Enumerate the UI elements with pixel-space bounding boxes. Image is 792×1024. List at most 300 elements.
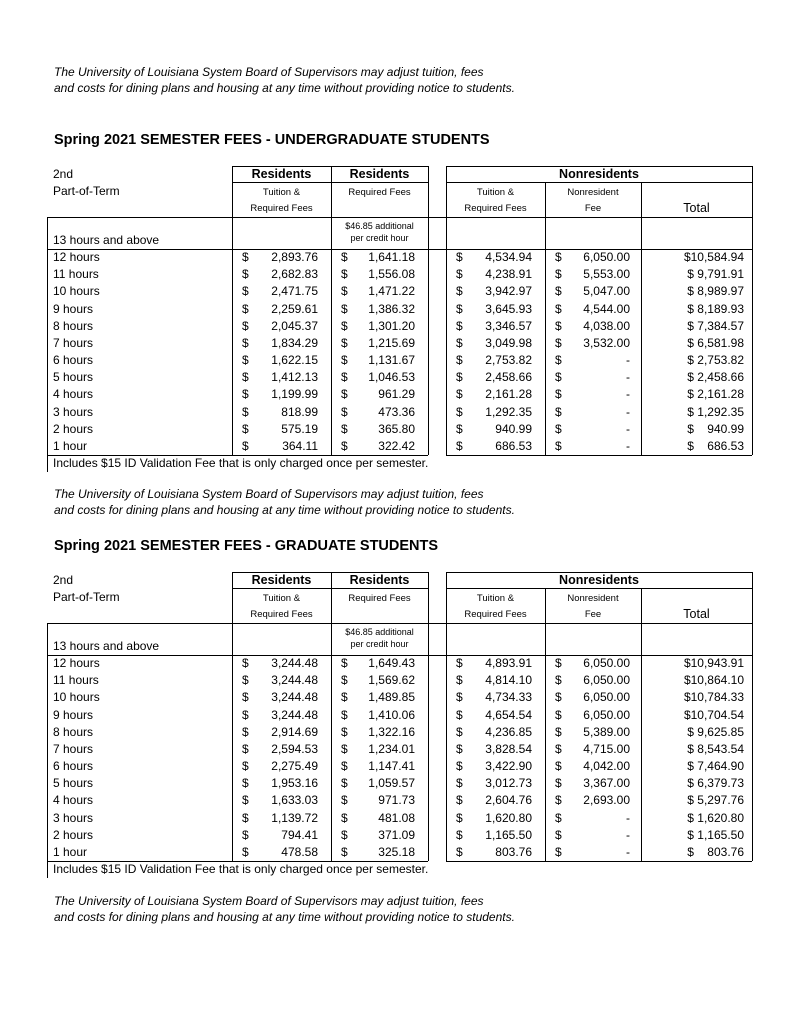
nonresident-fee-value: 6,050.00 <box>583 673 630 688</box>
dollar-sign: $ <box>341 776 348 791</box>
resident-fees-value: 1,301.20 <box>368 318 415 333</box>
resident-tuition-value: 2,682.83 <box>271 267 318 282</box>
dollar-sign: $ <box>555 438 562 453</box>
dollar-sign: $ <box>341 353 348 368</box>
grid-line <box>428 166 429 455</box>
grid-line <box>331 166 332 455</box>
nonresident-fee-value: 6,050.00 <box>583 690 630 705</box>
row-label: 5 hours <box>53 370 94 385</box>
grid-line <box>47 217 48 472</box>
dollar-sign: $ <box>555 810 562 825</box>
nonresident-tuition-value: 4,893.91 <box>485 656 532 670</box>
hours-13-label: 13 hours and above <box>53 233 160 247</box>
dollar-sign: $ <box>242 673 249 688</box>
resident-fees-value: 322.42 <box>378 438 415 453</box>
total-header: Total <box>683 201 710 215</box>
total-value: $ 940.99 <box>687 421 744 436</box>
row-label: 2 hours <box>53 827 94 842</box>
row-label: 8 hours <box>53 318 94 333</box>
dollar-sign: $ <box>555 421 562 436</box>
total-value: $10,943.91 <box>683 656 744 670</box>
resident-tuition-value: 1,633.03 <box>271 793 318 808</box>
total-value: $ 1,165.50 <box>687 827 744 842</box>
dollar-sign: $ <box>242 421 249 436</box>
grid-line <box>641 182 642 455</box>
disclaimer-line-1: The University of Louisiana System Board of Supervisors may adjust tuition, fees <box>54 487 484 501</box>
dollar-sign: $ <box>242 301 249 316</box>
resident-tuition-value: 3,244.48 <box>271 707 318 722</box>
disclaimer-line-1: The University of Louisiana System Board of Supervisors may adjust tuition, fees <box>54 894 484 908</box>
nonresident-tuition-value: 3,645.93 <box>485 301 532 316</box>
dollar-sign: $ <box>242 387 249 402</box>
dollar-sign: $ <box>341 827 348 842</box>
nonresident-tuition-value: 1,292.35 <box>485 404 532 419</box>
dollar-sign: $ <box>456 656 463 670</box>
total-value: $ 8,989.97 <box>687 284 744 299</box>
resident-tuition-value: 2,893.76 <box>271 250 318 264</box>
dollar-sign: $ <box>555 741 562 756</box>
dollar-sign: $ <box>341 387 348 402</box>
total-value: $ 7,384.57 <box>687 318 744 333</box>
dollar-sign: $ <box>456 335 463 350</box>
row-label: 10 hours <box>53 284 100 299</box>
dollar-sign: $ <box>456 370 463 385</box>
dollar-sign: $ <box>555 690 562 705</box>
column-subheader: Required Fees <box>348 187 411 198</box>
grid-line <box>232 588 428 589</box>
nonresident-fee-value: - <box>626 438 630 453</box>
resident-tuition-value: 1,199.99 <box>271 387 318 402</box>
resident-tuition-value: 2,045.37 <box>271 318 318 333</box>
resident-tuition-value: 3,244.48 <box>271 656 318 670</box>
nonresident-tuition-value: 3,049.98 <box>485 335 532 350</box>
row-label: 9 hours <box>53 301 94 316</box>
credit-hour-note: $46.85 additional <box>345 221 414 231</box>
column-subheader: Tuition & <box>262 593 301 604</box>
grid-line <box>331 572 332 861</box>
dollar-sign: $ <box>341 707 348 722</box>
grid-line <box>545 588 546 861</box>
column-subheader: Required Fees <box>250 203 313 214</box>
row-label: 4 hours <box>53 793 94 808</box>
row-label: 2 hours <box>53 421 94 436</box>
row-label: 12 hours <box>53 656 100 670</box>
dollar-sign: $ <box>555 793 562 808</box>
column-subheader: Required Fees <box>250 609 313 620</box>
dollar-sign: $ <box>242 776 249 791</box>
nonresident-fee-value: 4,038.00 <box>583 318 630 333</box>
grid-line <box>47 217 752 218</box>
dollar-sign: $ <box>242 335 249 350</box>
dollar-sign: $ <box>555 776 562 791</box>
dollar-sign: $ <box>456 387 463 402</box>
nonresident-fee-value: - <box>626 827 630 842</box>
dollar-sign: $ <box>456 827 463 842</box>
term-label: 2nd <box>53 167 74 181</box>
resident-tuition-value: 2,594.53 <box>271 741 318 756</box>
total-value: $ 6,581.98 <box>687 335 744 350</box>
nonresident-fee-value: 4,715.00 <box>583 741 630 756</box>
nonresident-tuition-value: 4,236.85 <box>485 724 532 739</box>
nonresident-tuition-value: 4,814.10 <box>485 673 532 688</box>
column-subheader: Tuition & <box>476 593 515 604</box>
dollar-sign: $ <box>242 707 249 722</box>
total-value: $10,584.94 <box>683 250 744 264</box>
term-label: Part-of-Term <box>53 184 120 198</box>
nonresident-tuition-value: 803.76 <box>495 844 532 859</box>
nonresident-fee-value: 5,553.00 <box>583 267 630 282</box>
resident-fees-value: 1,234.01 <box>368 741 415 756</box>
resident-fees-value: 961.29 <box>378 387 415 402</box>
total-value: $ 8,189.93 <box>687 301 744 316</box>
credit-hour-note: per credit hour <box>350 639 409 649</box>
dollar-sign: $ <box>555 707 562 722</box>
dollar-sign: $ <box>242 353 249 368</box>
nonresident-tuition-value: 2,161.28 <box>485 387 532 402</box>
dollar-sign: $ <box>456 318 463 333</box>
total-value: $ 9,625.85 <box>687 724 744 739</box>
total-header: Total <box>683 607 710 621</box>
nonresident-tuition-value: 4,534.94 <box>485 250 532 264</box>
nonresidents-header: Nonresidents <box>559 167 639 181</box>
total-value: $ 2,458.66 <box>687 370 744 385</box>
dollar-sign: $ <box>456 673 463 688</box>
dollar-sign: $ <box>242 827 249 842</box>
resident-tuition-value: 794.41 <box>281 827 318 842</box>
resident-tuition-value: 575.19 <box>281 421 318 436</box>
resident-fees-value: 1,569.62 <box>368 673 415 688</box>
row-label: 3 hours <box>53 810 94 825</box>
dollar-sign: $ <box>242 724 249 739</box>
row-label: 3 hours <box>53 404 94 419</box>
nonresident-fee-value: 6,050.00 <box>583 250 630 264</box>
disclaimer-line-2: and costs for dining plans and housing at any time without providing notice to students. <box>54 910 515 924</box>
dollar-sign: $ <box>242 844 249 859</box>
resident-fees-value: 1,322.16 <box>368 724 415 739</box>
row-label: 7 hours <box>53 335 94 350</box>
resident-tuition-value: 1,834.29 <box>271 335 318 350</box>
nonresident-fee-value: 6,050.00 <box>583 707 630 722</box>
row-label: 4 hours <box>53 387 94 402</box>
resident-fees-value: 1,046.53 <box>368 370 415 385</box>
residents-header: Residents <box>251 573 312 587</box>
total-value: $10,864.10 <box>683 673 744 688</box>
grid-line <box>641 588 642 861</box>
row-label: 6 hours <box>53 353 94 368</box>
resident-fees-value: 1,147.41 <box>368 759 415 774</box>
dollar-sign: $ <box>555 284 562 299</box>
grid-line <box>446 861 752 862</box>
column-subheader: Required Fees <box>464 203 527 214</box>
resident-fees-value: 325.18 <box>378 844 415 859</box>
grid-line <box>752 166 753 455</box>
column-subheader: Fee <box>584 203 602 214</box>
dollar-sign: $ <box>242 318 249 333</box>
graduate-fee-table <box>47 572 752 878</box>
nonresident-tuition-value: 4,734.33 <box>485 690 532 705</box>
nonresident-fee-value: 5,389.00 <box>583 724 630 739</box>
nonresident-fee-value: - <box>626 353 630 368</box>
resident-fees-value: 481.08 <box>378 810 415 825</box>
resident-fees-value: 1,556.08 <box>368 267 415 282</box>
dollar-sign: $ <box>341 844 348 859</box>
nonresident-fee-value: - <box>626 810 630 825</box>
resident-tuition-value: 1,412.13 <box>271 370 318 385</box>
dollar-sign: $ <box>555 353 562 368</box>
nonresident-fee-value: 2,693.00 <box>583 793 630 808</box>
total-value: $ 1,620.80 <box>687 810 744 825</box>
resident-fees-value: 365.80 <box>378 421 415 436</box>
row-label: 7 hours <box>53 741 94 756</box>
dollar-sign: $ <box>555 673 562 688</box>
dollar-sign: $ <box>341 656 348 670</box>
column-subheader: Tuition & <box>476 187 515 198</box>
grid-line <box>428 572 429 861</box>
nonresident-fee-value: 6,050.00 <box>583 656 630 670</box>
grid-line <box>232 182 428 183</box>
disclaimer-top <box>54 64 515 96</box>
dollar-sign: $ <box>555 267 562 282</box>
dollar-sign: $ <box>242 793 249 808</box>
row-label: 8 hours <box>53 724 94 739</box>
column-subheader: Nonresident <box>567 187 619 198</box>
resident-tuition-value: 478.58 <box>281 844 318 859</box>
nonresident-tuition-value: 686.53 <box>495 438 532 453</box>
grid-line <box>545 182 546 455</box>
nonresident-fee-value: - <box>626 370 630 385</box>
nonresident-fee-value: - <box>626 421 630 436</box>
nonresident-tuition-value: 2,604.76 <box>485 793 532 808</box>
dollar-sign: $ <box>456 284 463 299</box>
credit-hour-note: $46.85 additional <box>345 627 414 637</box>
term-label: 2nd <box>53 573 74 587</box>
nonresident-fee-value: 4,544.00 <box>583 301 630 316</box>
total-value: $ 2,161.28 <box>687 387 744 402</box>
nonresident-tuition-value: 3,942.97 <box>485 284 532 299</box>
total-value: $ 8,543.54 <box>687 741 744 756</box>
row-label: 10 hours <box>53 690 100 705</box>
column-subheader: Nonresident <box>567 593 619 604</box>
dollar-sign: $ <box>341 335 348 350</box>
resident-tuition-value: 1,139.72 <box>271 810 318 825</box>
dollar-sign: $ <box>456 741 463 756</box>
dollar-sign: $ <box>456 707 463 722</box>
dollar-sign: $ <box>456 724 463 739</box>
dollar-sign: $ <box>242 250 249 264</box>
resident-fees-value: 1,641.18 <box>368 250 415 264</box>
nonresident-tuition-value: 2,753.82 <box>485 353 532 368</box>
dollar-sign: $ <box>242 370 249 385</box>
resident-tuition-value: 818.99 <box>281 404 318 419</box>
grid-line <box>752 572 753 861</box>
total-value: $ 6,379.73 <box>687 776 744 791</box>
nonresident-tuition-value: 3,422.90 <box>485 759 532 774</box>
resident-fees-value: 1,649.43 <box>368 656 415 670</box>
dollar-sign: $ <box>242 759 249 774</box>
dollar-sign: $ <box>555 759 562 774</box>
dollar-sign: $ <box>456 759 463 774</box>
total-value: $ 1,292.35 <box>687 404 744 419</box>
dollar-sign: $ <box>341 267 348 282</box>
grid-line <box>446 455 752 456</box>
dollar-sign: $ <box>555 370 562 385</box>
resident-tuition-value: 364.11 <box>282 438 318 453</box>
nonresident-tuition-value: 3,012.73 <box>485 776 532 791</box>
grid-line <box>47 623 752 624</box>
resident-fees-value: 1,489.85 <box>368 690 415 705</box>
hours-13-label: 13 hours and above <box>53 639 160 653</box>
dollar-sign: $ <box>555 250 562 264</box>
nonresident-tuition-value: 2,458.66 <box>485 370 532 385</box>
dollar-sign: $ <box>456 810 463 825</box>
dollar-sign: $ <box>555 827 562 842</box>
undergraduate-title: Spring 2021 SEMESTER FEES - UNDERGRADUATE STUDENTS <box>54 132 490 148</box>
dollar-sign: $ <box>456 690 463 705</box>
dollar-sign: $ <box>341 724 348 739</box>
dollar-sign: $ <box>242 690 249 705</box>
total-value: $ 5,297.76 <box>687 793 744 808</box>
dollar-sign: $ <box>341 301 348 316</box>
resident-tuition-value: 2,275.49 <box>271 759 318 774</box>
nonresident-fee-value: - <box>626 844 630 859</box>
resident-fees-value: 371.09 <box>378 827 415 842</box>
total-value: $ 7,464.90 <box>687 759 744 774</box>
dollar-sign: $ <box>456 301 463 316</box>
dollar-sign: $ <box>456 353 463 368</box>
resident-fees-value: 1,410.06 <box>368 707 415 722</box>
term-label: Part-of-Term <box>53 590 120 604</box>
row-label: 1 hour <box>53 844 88 859</box>
row-label: 5 hours <box>53 776 94 791</box>
residents-header: Residents <box>251 167 312 181</box>
dollar-sign: $ <box>456 793 463 808</box>
total-value: $10,784.33 <box>683 690 744 705</box>
total-value: $10,704.54 <box>683 707 744 722</box>
nonresident-tuition-value: 3,828.54 <box>485 741 532 756</box>
resident-tuition-value: 3,244.48 <box>271 673 318 688</box>
nonresident-fee-value: - <box>626 387 630 402</box>
nonresidents-header: Nonresidents <box>559 573 639 587</box>
dollar-sign: $ <box>341 404 348 419</box>
dollar-sign: $ <box>555 318 562 333</box>
row-label: 6 hours <box>53 759 94 774</box>
total-value: $ 686.53 <box>687 438 744 453</box>
resident-tuition-value: 1,622.15 <box>271 353 318 368</box>
dollar-sign: $ <box>341 421 348 436</box>
grid-line <box>47 623 48 878</box>
resident-tuition-value: 2,471.75 <box>271 284 318 299</box>
dollar-sign: $ <box>555 301 562 316</box>
resident-fees-value: 473.36 <box>378 404 415 419</box>
dollar-sign: $ <box>555 844 562 859</box>
graduate-title: Spring 2021 SEMESTER FEES - GRADUATE STUDENTS <box>54 538 439 554</box>
nonresident-tuition-value: 1,620.80 <box>485 810 532 825</box>
dollar-sign: $ <box>242 284 249 299</box>
dollar-sign: $ <box>242 267 249 282</box>
total-value: $ 2,753.82 <box>687 353 744 368</box>
dollar-sign: $ <box>555 404 562 419</box>
nonresident-tuition-value: 1,165.50 <box>485 827 532 842</box>
dollar-sign: $ <box>341 759 348 774</box>
dollar-sign: $ <box>341 250 348 264</box>
credit-hour-note: per credit hour <box>350 233 409 243</box>
row-label: 1 hour <box>53 438 88 453</box>
nonresident-fee-value: 5,047.00 <box>583 284 630 299</box>
dollar-sign: $ <box>456 267 463 282</box>
dollar-sign: $ <box>242 438 249 453</box>
row-label: 11 hours <box>53 267 99 282</box>
resident-tuition-value: 2,259.61 <box>271 301 318 316</box>
dollar-sign: $ <box>242 810 249 825</box>
dollar-sign: $ <box>341 690 348 705</box>
row-label: 11 hours <box>53 673 99 688</box>
id-fee-note: Includes $15 ID Validation Fee that is only charged once per semester. <box>53 862 429 876</box>
nonresident-tuition-value: 3,346.57 <box>485 318 532 333</box>
disclaimer-line-2: and costs for dining plans and housing at any time without providing notice to students. <box>54 503 515 517</box>
dollar-sign: $ <box>242 741 249 756</box>
column-subheader: Required Fees <box>348 593 411 604</box>
dollar-sign: $ <box>456 404 463 419</box>
nonresident-fee-value: - <box>626 404 630 419</box>
dollar-sign: $ <box>341 318 348 333</box>
disclaimer-bottom <box>54 893 515 925</box>
nonresident-fee-value: 4,042.00 <box>583 759 630 774</box>
dollar-sign: $ <box>456 776 463 791</box>
resident-fees-value: 1,471.22 <box>368 284 415 299</box>
row-label: 12 hours <box>53 250 100 264</box>
grid-line <box>446 182 752 183</box>
nonresident-tuition-value: 940.99 <box>495 421 532 436</box>
resident-tuition-value: 2,914.69 <box>271 724 318 739</box>
dollar-sign: $ <box>341 741 348 756</box>
resident-tuition-value: 3,244.48 <box>271 690 318 705</box>
nonresident-tuition-value: 4,238.91 <box>485 267 532 282</box>
resident-tuition-value: 1,953.16 <box>271 776 318 791</box>
dollar-sign: $ <box>456 438 463 453</box>
resident-fees-value: 1,386.32 <box>368 301 415 316</box>
column-subheader: Required Fees <box>464 609 527 620</box>
nonresident-fee-value: 3,532.00 <box>583 335 630 350</box>
resident-fees-value: 1,059.57 <box>368 776 415 791</box>
dollar-sign: $ <box>555 724 562 739</box>
disclaimer-line-2: and costs for dining plans and housing at any time without providing notice to students. <box>54 81 515 95</box>
dollar-sign: $ <box>456 250 463 264</box>
dollar-sign: $ <box>341 438 348 453</box>
dollar-sign: $ <box>341 284 348 299</box>
dollar-sign: $ <box>456 844 463 859</box>
undergraduate-fee-table <box>47 166 752 472</box>
disclaimer-middle <box>54 486 515 518</box>
grid-line <box>446 588 752 589</box>
column-subheader: Fee <box>584 609 602 620</box>
residents-header: Residents <box>349 167 410 181</box>
row-label: 9 hours <box>53 707 94 722</box>
dollar-sign: $ <box>242 656 249 670</box>
nonresident-tuition-value: 4,654.54 <box>485 707 532 722</box>
total-value: $ 9,791.91 <box>687 267 744 282</box>
dollar-sign: $ <box>555 656 562 670</box>
dollar-sign: $ <box>555 387 562 402</box>
nonresident-fee-value: 3,367.00 <box>583 776 630 791</box>
dollar-sign: $ <box>456 421 463 436</box>
resident-fees-value: 1,215.69 <box>368 335 415 350</box>
disclaimer-line-1: The University of Louisiana System Board of Supervisors may adjust tuition, fees <box>54 65 484 79</box>
dollar-sign: $ <box>341 793 348 808</box>
total-value: $ 803.76 <box>687 844 744 859</box>
dollar-sign: $ <box>341 810 348 825</box>
id-fee-note: Includes $15 ID Validation Fee that is only charged once per semester. <box>53 456 429 470</box>
resident-fees-value: 971.73 <box>378 793 415 808</box>
